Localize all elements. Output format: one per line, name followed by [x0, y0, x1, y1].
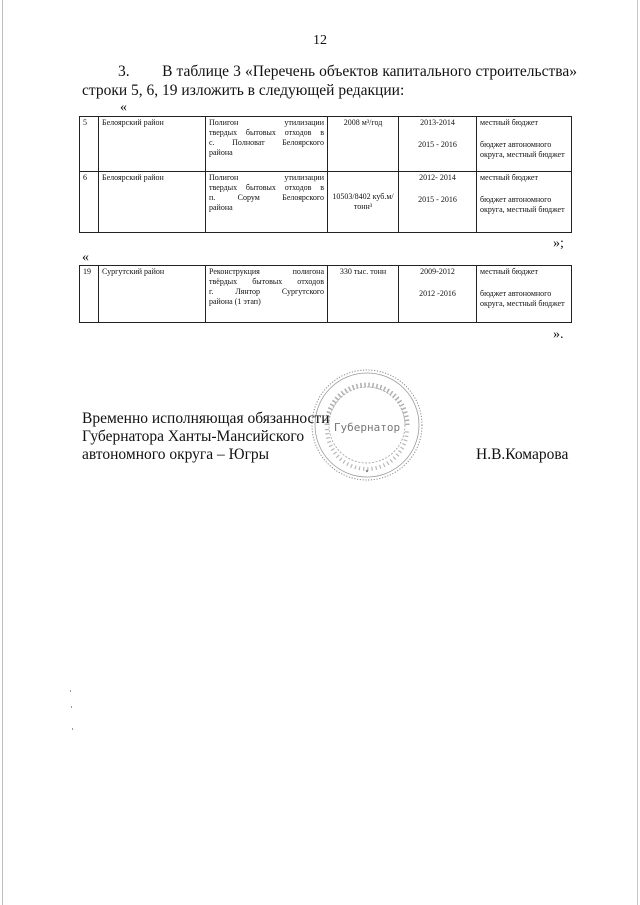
years-cell — [399, 266, 477, 323]
object-line: Полигон утилизации — [209, 173, 324, 182]
table-row — [80, 172, 572, 233]
source-cell — [477, 266, 572, 323]
intro-paragraph-line1 — [82, 62, 577, 81]
district-cell: Белоярский район — [99, 117, 206, 172]
stamp-center-text: Губернатор — [333, 421, 401, 434]
years-period-2: 2015 - 2016 — [418, 140, 457, 149]
capacity-cell: 2008 м³/год — [328, 117, 399, 172]
scan-speck — [70, 690, 71, 692]
table-rows-5-6 — [79, 116, 572, 233]
table-row — [80, 266, 572, 323]
scan-speck — [71, 706, 72, 708]
district-cell: Белоярский район — [99, 172, 206, 233]
source-cell — [477, 117, 572, 172]
source-cell — [477, 172, 572, 233]
open-quote-1: « — [120, 100, 127, 115]
object-line: п. Сорум Белоярского — [209, 193, 324, 202]
object-line: г. Лянтор Сургутского — [209, 287, 324, 296]
source-1: местный бюджет — [480, 173, 538, 182]
object-line: с. Полноват Белоярского — [209, 138, 324, 147]
open-quote-2: « — [82, 250, 89, 265]
years-period-2: 2015 - 2016 — [418, 195, 457, 204]
row-number: 19 — [80, 266, 99, 323]
row-number: 5 — [80, 117, 99, 172]
district-cell: Сургутский район — [99, 266, 206, 323]
object-line: района — [209, 203, 233, 212]
close-quote-1: »; — [553, 236, 564, 251]
signatory-title — [82, 410, 330, 464]
object-line: твёрдых бытовых отходов — [209, 277, 324, 286]
signatory-line: Временно исполняющая обязанности — [82, 410, 330, 427]
object-cell — [206, 266, 328, 323]
page-number: 12 — [313, 33, 327, 48]
scan-edge-right — [637, 0, 638, 905]
source-2: бюджет автономного округа, местный бюджет — [480, 140, 565, 159]
years-period-1: 2013-2014 — [420, 118, 455, 127]
capacity-cell: 10503/8402 куб.м/тонн³ — [328, 172, 399, 233]
source-2: бюджет автономного округа, местный бюджет — [480, 195, 565, 214]
object-line: района (1 этап) — [209, 297, 261, 306]
source-1: местный бюджет — [480, 118, 538, 127]
item-number: 3. — [118, 63, 130, 80]
object-cell — [206, 172, 328, 233]
object-cell — [206, 117, 328, 172]
source-2: бюджет автономного округа, местный бюджет — [480, 289, 565, 308]
years-cell — [399, 117, 477, 172]
signatory-line: Губернатора Ханты-Мансийского — [82, 428, 305, 445]
intro-paragraph-line2: строки 5, 6, 19 изложить в следующей редакции: — [82, 82, 405, 99]
object-line: района — [209, 148, 233, 157]
object-line: Полигон утилизации — [209, 118, 324, 127]
table-row-19 — [79, 265, 572, 323]
object-line: Реконструкция полигона — [209, 267, 324, 276]
years-cell — [399, 172, 477, 233]
object-line: твердых бытовых отходов в — [209, 128, 324, 137]
object-line: твердых бытовых отходов в — [209, 183, 324, 192]
scan-edge-left — [2, 0, 3, 905]
years-period-1: 2012- 2014 — [419, 173, 456, 182]
signatory-name: Н.В.Комарова — [476, 446, 569, 463]
capacity-cell: 330 тыс. тонн — [328, 266, 399, 323]
scan-speck — [72, 728, 73, 730]
row-number: 6 — [80, 172, 99, 233]
close-quote-2: ». — [553, 327, 564, 342]
signatory-line: автономного округа – Югры — [82, 446, 270, 463]
source-1: местный бюджет — [480, 267, 538, 276]
years-period-1: 2009-2012 — [420, 267, 455, 276]
table-row — [80, 117, 572, 172]
intro-text-1: В таблице 3 «Перечень объектов капитального строительства» — [162, 63, 577, 80]
years-period-2: 2012 -2016 — [419, 289, 456, 298]
